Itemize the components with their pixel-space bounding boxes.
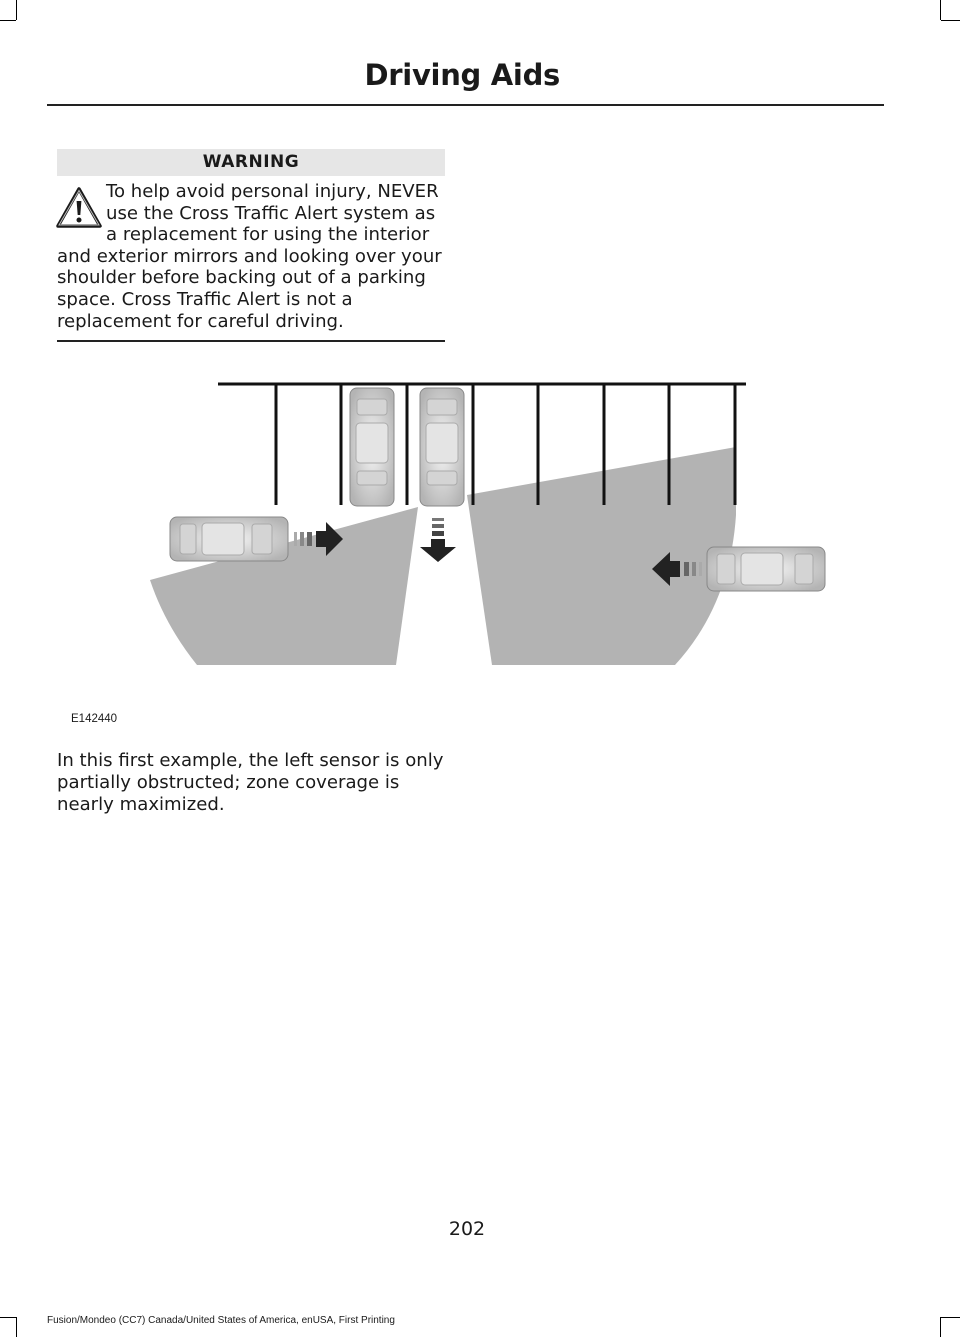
crop-mark [940,1317,941,1337]
crop-mark [941,20,960,21]
right-sensor-zone [467,447,736,665]
right-approaching-car [707,547,825,591]
warning-heading: WARNING [57,149,445,176]
left-approaching-car [170,517,288,561]
page-number: 202 [448,1218,486,1240]
header-rule [47,104,884,106]
figure-id: E142440 [71,713,118,725]
cross-traffic-alert-figure [140,375,840,675]
warning-rule [57,340,445,342]
crop-mark [16,1317,17,1337]
body-paragraph: In this first example, the left sensor is only partially obstructed; zone coverage is nearly maximized. [57,750,444,815]
own-vehicle-car [420,388,464,506]
section-title: Driving Aids [364,58,560,92]
warning-text: To help avoid personal injury, NEVER use the Cross Traffic Alert system as a replacement for using the interior and exterior mirrors and looking over your shoulder before backing out of a parking space. Cross Traffic Alert is not a replacement for careful driving. [57,181,442,332]
crop-mark [0,20,16,21]
parked-car [350,388,394,506]
crop-mark [16,0,17,20]
crop-mark [940,0,941,20]
backing-arrow-icon [420,518,456,562]
crop-mark [941,1317,960,1318]
crop-mark [0,1317,16,1318]
footer-text: Fusion/Mondeo (CC7) Canada/United States of America, enUSA, First Printing [47,1315,395,1326]
